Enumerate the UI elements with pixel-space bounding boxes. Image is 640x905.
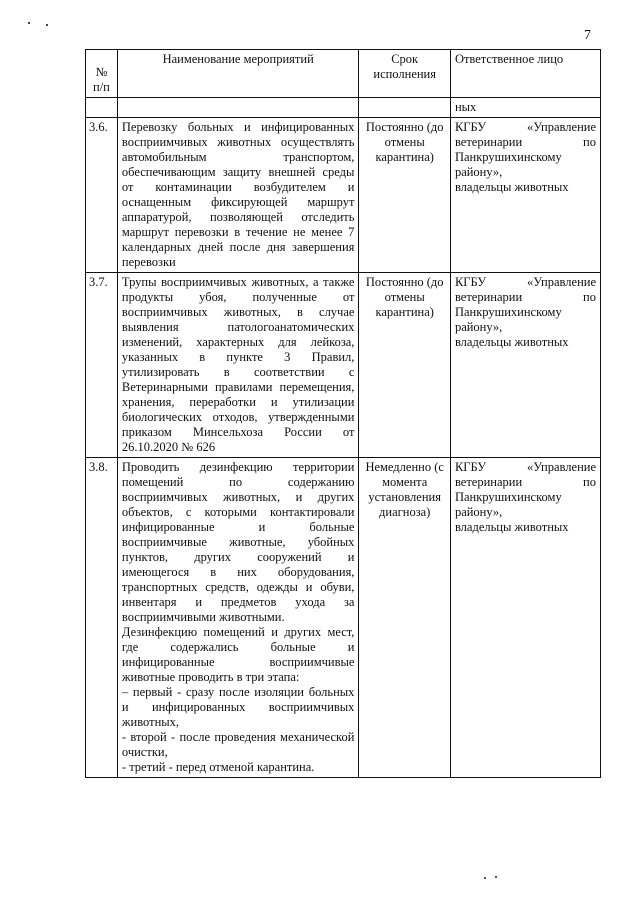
header-responsible: Ответственное лицо [450, 50, 600, 98]
table-row [86, 118, 601, 273]
cell-num: 3.6. [86, 118, 118, 273]
cell-empty [86, 98, 118, 118]
table-row [86, 273, 601, 458]
scan-speck [495, 876, 497, 878]
cell-num: 3.7. [86, 273, 118, 458]
table-row [86, 458, 601, 778]
scan-speck [28, 22, 30, 24]
header-term: Срок исполнения [359, 50, 451, 98]
cell-empty [117, 98, 359, 118]
cell-responsible: КГБУ «Управление ветеринарии по Панкрушихинскому району», владельцы животных [450, 273, 600, 458]
scan-speck [484, 877, 486, 879]
header-name: Наименование мероприятий [117, 50, 359, 98]
cell-term: Постоянно (до отмены карантина) [359, 273, 451, 458]
cell-term: Постоянно (до отмены карантина) [359, 118, 451, 273]
cell-name-paragraph: Проводить дезинфекцию территории помещений по содержанию восприимчивых животных, и других объектов, с которыми контактировали инфицированные и больные восприимчивые животные, убойных пунктов, других сооружений и имеющегося в них оборудования, транспортных средств, одежды и обуви, инвентаря и предметов ухода за восприимчивыми животными. [121, 460, 355, 624]
measures-table [85, 49, 601, 778]
cell-term: Немедленно (с момента установления диагноза) [359, 458, 451, 778]
cell-name-paragraph: Дезинфекцию помещений и других мест, где содержались больные и инфицированные восприимчивые животные проводить в три этапа: – первый - сразу после изоляции больных и инфицированных восприимчивых животных, - второй - после проведения механической очистки, - третий - перед отменой карантина. [121, 625, 355, 774]
cell-responsible: ных [450, 98, 600, 118]
cell-name: Трупы восприимчивых животных, а также продукты убоя, полученные от восприимчивых животных, в случае выявления патологоанатомических изменений, характерных для лейкоза, указанных в пункте 3 Правил, утилизировать в соответствии с Ветеринарными правилами перемещения, хранения, переработки и утилизации биологических отходов, утвержденными приказом Минсельхоза России от 26.10.2020 № 626 [117, 273, 359, 458]
scan-speck [46, 24, 48, 26]
cell-responsible: КГБУ «Управление ветеринарии по Панкрушихинскому району», владельцы животных [450, 458, 600, 778]
cell-name: Перевозку больных и инфицированных восприимчивых животных осуществлять автомобильным транспортом, обеспечивающим защиту внешней среды от контаминации возбудителем и оснащенным фиксирующей маршрут аппаратурой, позволяющей отследить маршрут перевозки в течение не менее 7 календарных дней после дня завершения перевозки [117, 118, 359, 273]
cell-name [117, 458, 359, 778]
cell-num: 3.8. [86, 458, 118, 778]
header-num: № п/п [86, 50, 118, 98]
page-number: 7 [584, 28, 591, 43]
table-row-continuation [86, 98, 601, 118]
table-header-row [86, 50, 601, 98]
cell-empty [359, 98, 451, 118]
cell-responsible: КГБУ «Управление ветеринарии по Панкрушихинскому району», владельцы животных [450, 118, 600, 273]
